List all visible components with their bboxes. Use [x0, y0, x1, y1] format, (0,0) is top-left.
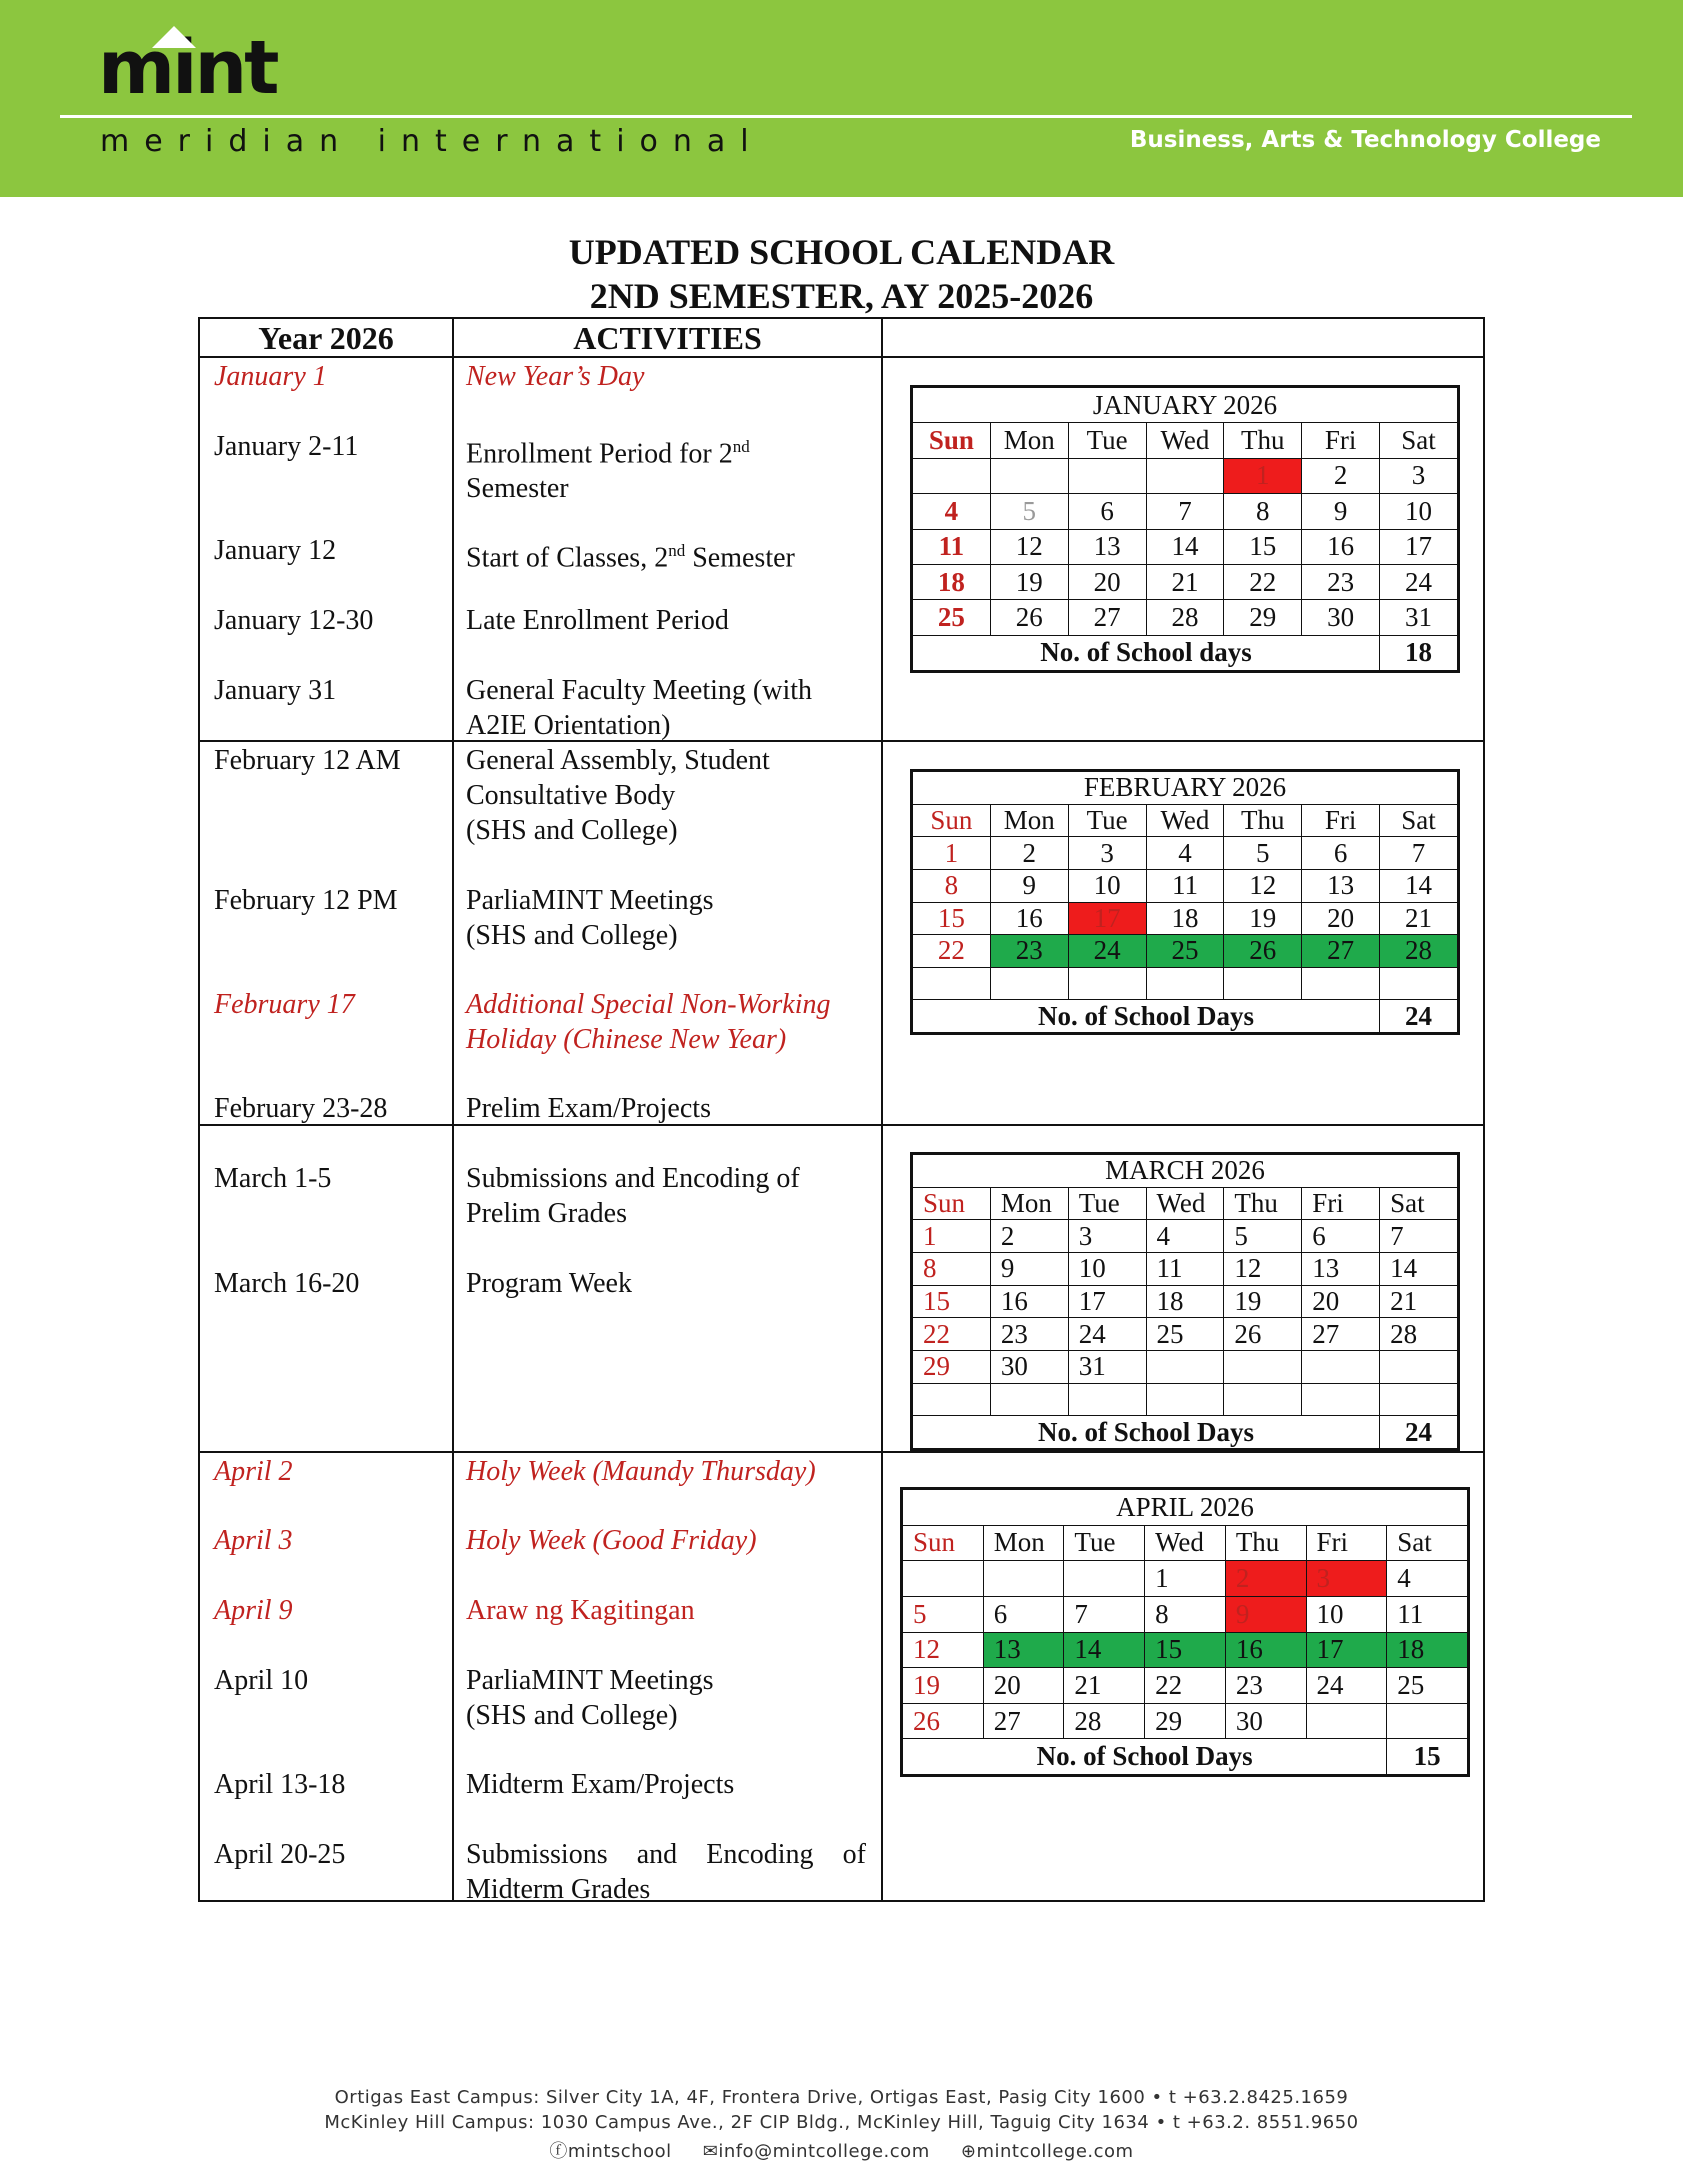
day-cell: 24	[1306, 1668, 1387, 1704]
school-days-label: No. of School days	[913, 635, 1380, 670]
day-cell: 18	[913, 564, 991, 599]
entry-date: April 10	[214, 1665, 309, 1696]
empty-cell	[913, 967, 991, 1000]
entry-date: March 1-5	[214, 1163, 332, 1194]
day-cell: 28	[1146, 600, 1224, 635]
holiday-day-cell: 9	[1225, 1596, 1306, 1632]
calendar-table	[198, 317, 1485, 1905]
weekday-header: Sat	[1380, 804, 1458, 837]
day-cell: 4	[913, 494, 991, 529]
activity-text: General Faculty Meeting (with	[466, 675, 813, 706]
month-title: APRIL 2026	[903, 1490, 1468, 1526]
day-cell: 2	[990, 1220, 1068, 1253]
weekday-header: Fri	[1302, 804, 1380, 837]
email-icon: ✉	[702, 2141, 719, 2162]
day-cell: 9	[990, 869, 1068, 902]
day-cell: 16	[990, 1285, 1068, 1318]
day-cell: 21	[1380, 902, 1458, 935]
exam-day-cell: 13	[983, 1632, 1064, 1668]
day-cell: 10	[1068, 869, 1146, 902]
holiday-day-cell: 1	[1224, 458, 1302, 493]
exam-day-cell: 27	[1302, 935, 1380, 968]
weekday-header: Wed	[1146, 1187, 1224, 1220]
exam-day-cell: 16	[1225, 1632, 1306, 1668]
column-divider	[452, 319, 454, 1900]
day-cell: 3	[1380, 458, 1458, 493]
day-cell: 27	[1068, 600, 1146, 635]
day-cell: 20	[1302, 1285, 1380, 1318]
calendar-january	[910, 385, 1460, 673]
day-cell: 8	[1145, 1596, 1226, 1632]
day-cell	[990, 458, 1068, 493]
day-cell: 18	[1146, 902, 1224, 935]
day-cell: 4	[1146, 837, 1224, 870]
school-days-count: 18	[1380, 635, 1458, 670]
month-divider	[200, 1451, 1483, 1453]
activity-text: A2IE Orientation)	[466, 710, 671, 741]
school-days-count: 15	[1387, 1739, 1468, 1775]
day-cell: 8	[913, 1252, 991, 1285]
superscript: nd	[732, 437, 750, 456]
calendar-april	[900, 1487, 1470, 1777]
day-cell	[1146, 458, 1224, 493]
entry-activity	[466, 883, 866, 953]
day-cell: 9	[990, 1252, 1068, 1285]
weekday-header: Tue	[1064, 1525, 1145, 1561]
weekday-header: Wed	[1146, 804, 1224, 837]
entry-date: February 17	[214, 989, 355, 1020]
empty-cell	[1302, 967, 1380, 1000]
day-cell: 28	[1380, 1318, 1458, 1351]
weekday-header: Fri	[1306, 1525, 1387, 1561]
entry-date: April 2	[214, 1456, 293, 1487]
page-subtitle: 2ND SEMESTER, AY 2025-2026	[589, 276, 1094, 316]
day-cell: 30	[1302, 600, 1380, 635]
activity-text: Start of Classes, 2	[466, 542, 669, 574]
weekday-header: Thu	[1224, 804, 1302, 837]
school-days-count: 24	[1380, 1000, 1458, 1033]
entry-activity	[466, 743, 866, 848]
holiday-day-cell: 2	[1225, 1561, 1306, 1597]
entry-date: March 16-20	[214, 1268, 360, 1299]
empty-cell	[913, 1383, 991, 1416]
activity-text: (SHS and College)	[466, 815, 678, 846]
day-cell: 5	[903, 1596, 984, 1632]
activity-text: ParliaMINT Meetings	[466, 1665, 714, 1696]
entry-date: January 31	[214, 675, 337, 706]
footer-address-mckinley: McKinley Hill Campus: 1030 Campus Ave., 2F CIP Bldg., McKinley Hill, Taguig City 1634 • t +63.2. 8551.9650	[324, 2112, 1359, 2133]
day-cell: 31	[1068, 1350, 1146, 1383]
superscript: nd	[668, 541, 686, 560]
day-cell	[1064, 1561, 1145, 1597]
day-cell: 20	[1068, 564, 1146, 599]
header-tagline: meridian international	[100, 124, 764, 159]
col-header-year: Year 2026	[258, 320, 394, 356]
day-cell: 29	[1145, 1703, 1226, 1739]
month-title: MARCH 2026	[913, 1155, 1458, 1188]
day-cell: 10	[1068, 1252, 1146, 1285]
exam-day-cell: 18	[1387, 1632, 1468, 1668]
activity-text: (SHS and College)	[466, 920, 678, 951]
day-cell: 1	[1145, 1561, 1226, 1597]
entry-activity: Program Week	[466, 1268, 632, 1299]
day-cell: 2	[990, 837, 1068, 870]
day-cell: 22	[1224, 564, 1302, 599]
day-cell: 4	[1387, 1561, 1468, 1597]
weekday-header: Sat	[1380, 423, 1458, 458]
day-cell	[1224, 1350, 1302, 1383]
day-cell: 28	[1064, 1703, 1145, 1739]
empty-cell	[1146, 1383, 1224, 1416]
school-days-count: 24	[1380, 1416, 1458, 1449]
activity-text: ParliaMINT Meetings	[466, 885, 714, 916]
day-cell: 24	[1380, 564, 1458, 599]
day-cell: 17	[1380, 529, 1458, 564]
exam-day-cell: 24	[1068, 935, 1146, 968]
day-cell: 20	[1302, 902, 1380, 935]
page-title: UPDATED SCHOOL CALENDAR	[568, 232, 1115, 272]
entry-activity: Prelim Exam/Projects	[466, 1093, 711, 1124]
weekday-header: Sun	[913, 423, 991, 458]
activity-text: (SHS and College)	[466, 1700, 678, 1731]
day-cell: 7	[1146, 494, 1224, 529]
day-cell: 10	[1306, 1596, 1387, 1632]
day-cell: 15	[1224, 529, 1302, 564]
entry-date: April 9	[214, 1595, 293, 1626]
month-title: FEBRUARY 2026	[913, 772, 1458, 805]
day-cell: 4	[1146, 1220, 1224, 1253]
entry-date: January 2-11	[214, 431, 359, 462]
entry-date: April 3	[214, 1525, 293, 1556]
exam-day-cell: 23	[990, 935, 1068, 968]
weekday-header: Thu	[1225, 1525, 1306, 1561]
facebook-link[interactable]: mintschool	[567, 2141, 672, 2162]
weekday-header: Tue	[1068, 804, 1146, 837]
month-title: JANUARY 2026	[913, 388, 1458, 423]
day-cell: 13	[1302, 1252, 1380, 1285]
day-cell: 22	[913, 1318, 991, 1351]
weekday-header: Tue	[1068, 423, 1146, 458]
entry-activity	[466, 429, 866, 506]
day-cell: 19	[990, 564, 1068, 599]
day-cell: 11	[1146, 1252, 1224, 1285]
entry-activity: Holy Week (Good Friday)	[466, 1525, 757, 1556]
globe-icon: ⊕	[960, 2141, 977, 2162]
day-cell: 5	[990, 494, 1068, 529]
day-cell	[983, 1561, 1064, 1597]
day-cell: 8	[1224, 494, 1302, 529]
day-cell: 11	[913, 529, 991, 564]
activity-text: Holiday (Chinese New Year)	[466, 1024, 787, 1055]
entry-activity	[466, 1161, 866, 1231]
footer-contacts	[0, 2137, 1683, 2163]
day-cell: 23	[1225, 1668, 1306, 1704]
day-cell: 20	[983, 1668, 1064, 1704]
day-cell: 26	[990, 600, 1068, 635]
school-days-label: No. of School Days	[913, 1000, 1380, 1033]
email-link[interactable]: info@mintcollege.com	[718, 2141, 930, 2162]
day-cell: 13	[1302, 869, 1380, 902]
day-cell: 7	[1064, 1596, 1145, 1632]
day-cell: 31	[1380, 600, 1458, 635]
exam-day-cell: 17	[1306, 1632, 1387, 1668]
activity-text: Midterm Grades	[466, 1874, 651, 1905]
activity-text: Prelim Grades	[466, 1198, 627, 1229]
day-cell: 7	[1380, 1220, 1458, 1253]
entry-activity	[466, 987, 866, 1057]
weekday-header: Sun	[903, 1525, 984, 1561]
holiday-day-cell: 17	[1068, 902, 1146, 935]
day-cell: 5	[1224, 1220, 1302, 1253]
day-cell	[1387, 1703, 1468, 1739]
weekday-header: Sat	[1387, 1525, 1468, 1561]
day-cell: 5	[1224, 837, 1302, 870]
day-cell: 6	[1068, 494, 1146, 529]
day-cell	[913, 458, 991, 493]
day-cell: 11	[1387, 1596, 1468, 1632]
empty-cell	[1302, 1383, 1380, 1416]
weekday-header: Mon	[983, 1525, 1064, 1561]
entry-date: February 12 AM	[214, 745, 401, 776]
school-days-label: No. of School Days	[913, 1416, 1380, 1449]
empty-cell	[990, 1383, 1068, 1416]
col-header-activities: ACTIVITIES	[573, 320, 762, 356]
empty-cell	[1146, 967, 1224, 1000]
day-cell: 27	[983, 1703, 1064, 1739]
day-cell: 10	[1380, 494, 1458, 529]
day-cell: 25	[913, 600, 991, 635]
day-cell: 1	[913, 837, 991, 870]
header-banner	[0, 0, 1683, 197]
day-cell: 12	[1224, 1252, 1302, 1285]
day-cell: 24	[1068, 1318, 1146, 1351]
day-cell: 12	[990, 529, 1068, 564]
holiday-day-cell: 3	[1306, 1561, 1387, 1597]
exam-day-cell: 26	[1224, 935, 1302, 968]
day-cell: 9	[1302, 494, 1380, 529]
entry-date: January 12-30	[214, 605, 374, 636]
day-cell	[1146, 1350, 1224, 1383]
day-cell: 22	[913, 935, 991, 968]
weekday-header: Wed	[1145, 1525, 1226, 1561]
weekday-header: Sun	[913, 804, 991, 837]
day-cell: 3	[1068, 837, 1146, 870]
entry-activity	[466, 673, 866, 743]
weekday-header: Mon	[990, 423, 1068, 458]
day-cell: 29	[913, 1350, 991, 1383]
day-cell: 7	[1380, 837, 1458, 870]
day-cell	[1380, 1350, 1458, 1383]
exam-day-cell: 25	[1146, 935, 1224, 968]
day-cell: 21	[1380, 1285, 1458, 1318]
empty-cell	[1380, 967, 1458, 1000]
empty-cell	[1224, 967, 1302, 1000]
day-cell: 15	[913, 1285, 991, 1318]
weekday-header: Fri	[1302, 1187, 1380, 1220]
empty-cell	[1380, 1383, 1458, 1416]
activity-text: Semester	[466, 473, 569, 505]
empty-cell	[1068, 967, 1146, 1000]
weekday-header: Fri	[1302, 423, 1380, 458]
entry-activity: Holy Week (Maundy Thursday)	[466, 1456, 816, 1487]
mint-logo	[98, 25, 277, 111]
activity-text: Consultative Body	[466, 780, 676, 811]
day-cell: 25	[1146, 1318, 1224, 1351]
logo-wordmark: mint	[98, 25, 277, 111]
day-cell: 23	[990, 1318, 1068, 1351]
day-cell: 6	[983, 1596, 1064, 1632]
day-cell: 30	[1225, 1703, 1306, 1739]
entry-date: April 20-25	[214, 1839, 346, 1870]
weekday-header: Mon	[990, 804, 1068, 837]
entry-date: April 13-18	[214, 1769, 346, 1800]
empty-cell	[1068, 1383, 1146, 1416]
entry-activity: Midterm Exam/Projects	[466, 1769, 735, 1800]
footer-address-ortigas: Ortigas East Campus: Silver City 1A, 4F, Frontera Drive, Ortigas East, Pasig City 1600 • t +63.2.8425.1659	[334, 2087, 1349, 2108]
day-cell: 23	[1302, 564, 1380, 599]
day-cell: 14	[1146, 529, 1224, 564]
day-cell: 14	[1380, 1252, 1458, 1285]
day-cell	[903, 1561, 984, 1597]
header-divider	[60, 115, 1632, 118]
weekday-header: Sun	[913, 1187, 991, 1220]
entry-activity	[466, 533, 866, 575]
day-cell: 6	[1302, 837, 1380, 870]
header-college-name: Business, Arts & Technology College	[1129, 127, 1601, 153]
day-cell: 19	[903, 1668, 984, 1704]
weekday-header: Thu	[1224, 1187, 1302, 1220]
school-days-label: No. of School Days	[903, 1739, 1387, 1775]
column-divider	[881, 319, 883, 1900]
calendar-february	[910, 769, 1460, 1035]
day-cell: 26	[903, 1703, 984, 1739]
day-cell: 26	[1224, 1318, 1302, 1351]
weekday-header: Wed	[1146, 423, 1224, 458]
day-cell: 16	[1302, 529, 1380, 564]
weekday-header: Tue	[1068, 1187, 1146, 1220]
day-cell: 18	[1146, 1285, 1224, 1318]
entry-date: February 23-28	[214, 1093, 388, 1124]
day-cell	[1306, 1703, 1387, 1739]
entry-date: January 1	[214, 361, 327, 392]
entry-date: January 12	[214, 535, 337, 566]
day-cell: 22	[1145, 1668, 1226, 1704]
activity-text: Additional Special Non-Working	[466, 989, 831, 1020]
day-cell: 2	[1302, 458, 1380, 493]
day-cell: 19	[1224, 1285, 1302, 1318]
weekday-header: Sat	[1380, 1187, 1458, 1220]
day-cell: 19	[1224, 902, 1302, 935]
day-cell: 12	[1224, 869, 1302, 902]
activity-text: General Assembly, Student	[466, 745, 770, 776]
day-cell: 21	[1146, 564, 1224, 599]
day-cell	[1302, 1350, 1380, 1383]
day-cell: 3	[1068, 1220, 1146, 1253]
exam-day-cell: 28	[1380, 935, 1458, 968]
exam-day-cell: 14	[1064, 1632, 1145, 1668]
entry-activity	[466, 1663, 866, 1733]
day-cell: 27	[1302, 1318, 1380, 1351]
day-cell: 17	[1068, 1285, 1146, 1318]
activity-text: Submissions and Encoding of	[466, 1839, 866, 1870]
entry-activity: Araw ng Kagitingan	[466, 1595, 695, 1626]
day-cell: 8	[913, 869, 991, 902]
day-cell: 14	[1380, 869, 1458, 902]
facebook-icon: ⓕ	[549, 2141, 568, 2162]
calendar-march	[910, 1152, 1460, 1451]
day-cell: 13	[1068, 529, 1146, 564]
entry-activity: Late Enrollment Period	[466, 605, 729, 636]
day-cell: 11	[1146, 869, 1224, 902]
day-cell: 25	[1387, 1668, 1468, 1704]
empty-cell	[990, 967, 1068, 1000]
day-cell: 6	[1302, 1220, 1380, 1253]
day-cell: 16	[990, 902, 1068, 935]
entry-activity: New Year’s Day	[466, 361, 645, 392]
day-cell	[1068, 458, 1146, 493]
website-link[interactable]: mintcollege.com	[976, 2141, 1134, 2162]
day-cell: 15	[913, 902, 991, 935]
entry-activity	[466, 1837, 866, 1907]
activity-text: Enrollment Period for 2	[466, 438, 733, 470]
exam-day-cell: 15	[1145, 1632, 1226, 1668]
activity-text: Semester	[685, 542, 795, 574]
activity-text: Submissions and Encoding of	[466, 1163, 800, 1194]
logo-arrow-icon	[152, 26, 196, 48]
day-cell: 30	[990, 1350, 1068, 1383]
day-cell: 12	[903, 1632, 984, 1668]
weekday-header: Mon	[990, 1187, 1068, 1220]
day-cell: 29	[1224, 600, 1302, 635]
day-cell: 21	[1064, 1668, 1145, 1704]
weekday-header: Thu	[1224, 423, 1302, 458]
day-cell: 1	[913, 1220, 991, 1253]
entry-date: February 12 PM	[214, 885, 398, 916]
empty-cell	[1224, 1383, 1302, 1416]
